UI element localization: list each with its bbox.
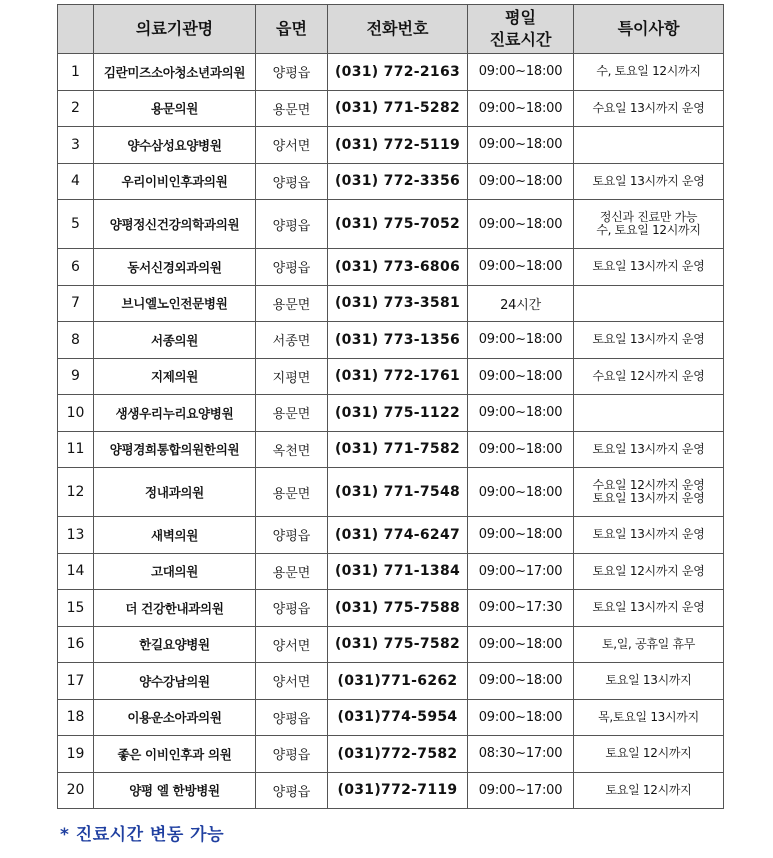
weekday-hours: 09:00~18:00 [468,249,574,286]
phone-number: (031) 773-6806 [328,249,468,286]
table-row [58,322,724,359]
town-name: 용문면 [256,553,328,590]
special-note [574,626,724,663]
special-note-line: 수요일 12시까지 운영 [592,368,705,383]
special-note [574,663,724,700]
special-note-line: 정신과 진료만 가능 [599,210,698,224]
table-row [58,285,724,322]
special-note [574,249,724,286]
table-row [58,553,724,590]
weekday-hours: 09:00~18:00 [468,395,574,432]
row-number: 14 [58,553,94,590]
special-note-line: 토요일 12시까지 운영 [592,563,705,578]
row-number: 10 [58,395,94,432]
phone-number: (031)772-7582 [328,736,468,773]
town-name: 용문면 [256,90,328,127]
header-note: 특이사항 [574,5,724,54]
header-corner [58,5,94,54]
weekday-hours: 24시간 [468,285,574,322]
town-name: 용문면 [256,395,328,432]
clinic-name: 한길요양병원 [94,626,256,663]
weekday-hours: 09:00~18:00 [468,163,574,200]
header-hours [468,5,574,54]
special-note [574,163,724,200]
header-name: 의료기관명 [94,5,256,54]
clinic-name: 양평 엘 한방병원 [94,772,256,809]
header-hours-line1: 평일 [505,8,536,27]
special-note [574,431,724,468]
weekday-hours: 09:00~18:00 [468,431,574,468]
row-number: 4 [58,163,94,200]
weekday-hours: 09:00~18:00 [468,663,574,700]
weekday-hours: 09:00~18:00 [468,626,574,663]
special-note [574,358,724,395]
table-row [58,663,724,700]
special-note-line: 토요일 13시까지 운영 [592,441,705,456]
town-name: 양서면 [256,127,328,164]
town-name: 양평읍 [256,590,328,627]
special-note-line: 토요일 13시까지 운영 [592,332,705,347]
phone-number: (031) 772-2163 [328,54,468,91]
town-name: 서종면 [256,322,328,359]
town-name: 옥천면 [256,431,328,468]
clinic-name: 지제의원 [94,358,256,395]
special-note-line: 토요일 13시까지 운영 [592,173,705,188]
table-row [58,358,724,395]
phone-number: (031) 771-7582 [328,431,468,468]
special-note-line: 토요일 13시까지 [605,673,692,688]
special-note [574,322,724,359]
phone-number: (031)774-5954 [328,699,468,736]
phone-number: (031) 775-7588 [328,590,468,627]
clinic-name: 양수강남의원 [94,663,256,700]
header-town: 읍면 [256,5,328,54]
table-row [58,468,724,517]
table-row [58,163,724,200]
weekday-hours: 09:00~17:00 [468,553,574,590]
special-note [574,54,724,91]
weekday-hours: 09:00~18:00 [468,90,574,127]
row-number: 8 [58,322,94,359]
phone-number: (031) 774-6247 [328,517,468,554]
row-number: 3 [58,127,94,164]
town-name: 양평읍 [256,163,328,200]
town-name: 양서면 [256,663,328,700]
special-note-line: 수요일 13시까지 운영 [592,100,705,115]
table-row [58,517,724,554]
special-note [574,90,724,127]
town-name: 양서면 [256,626,328,663]
town-name: 용문면 [256,468,328,517]
clinic-name: 동서신경외과의원 [94,249,256,286]
clinic-name: 생생우리누리요양병원 [94,395,256,432]
row-number: 11 [58,431,94,468]
weekday-hours: 09:00~18:00 [468,358,574,395]
special-note [574,395,724,432]
row-number: 17 [58,663,94,700]
special-note-line: 토요일 13시까지 운영 [592,491,705,505]
table-row [58,736,724,773]
clinic-name: 더 건강한내과의원 [94,590,256,627]
footnote: * 진료시간 변동 가능 [60,825,225,845]
phone-number: (031) 772-5119 [328,127,468,164]
town-name: 용문면 [256,285,328,322]
clinic-name: 용문의원 [94,90,256,127]
row-number: 12 [58,468,94,517]
town-name: 지평면 [256,358,328,395]
clinic-name: 새벽의원 [94,517,256,554]
weekday-hours: 09:00~18:00 [468,54,574,91]
table-row [58,127,724,164]
special-note-line: 수, 토요일 12시까지 [596,223,701,237]
town-name: 양평읍 [256,517,328,554]
row-number: 19 [58,736,94,773]
row-number: 13 [58,517,94,554]
town-name: 양평읍 [256,54,328,91]
table-row [58,249,724,286]
row-number: 1 [58,54,94,91]
special-note-line: 토요일 13시까지 운영 [592,527,705,542]
row-number: 9 [58,358,94,395]
row-number: 15 [58,590,94,627]
town-name: 양평읍 [256,249,328,286]
weekday-hours: 08:30~17:00 [468,736,574,773]
phone-number: (031) 771-1384 [328,553,468,590]
clinic-table [57,4,724,809]
phone-number: (031) 771-7548 [328,468,468,517]
clinic-name: 우리이비인후과의원 [94,163,256,200]
table-row [58,395,724,432]
clinic-name: 브니엘노인전문병원 [94,285,256,322]
phone-number: (031) 771-5282 [328,90,468,127]
table-row [58,200,724,249]
clinic-name: 양평경희통합의원한의원 [94,431,256,468]
phone-number: (031) 772-1761 [328,358,468,395]
weekday-hours: 09:00~18:00 [468,468,574,517]
special-note [574,699,724,736]
table-row [58,590,724,627]
clinic-name: 고대의원 [94,553,256,590]
special-note [574,590,724,627]
special-note [574,285,724,322]
phone-number: (031) 775-7052 [328,200,468,249]
row-number: 7 [58,285,94,322]
weekday-hours: 09:00~18:00 [468,127,574,164]
clinic-name: 이용운소아과의원 [94,699,256,736]
header-hours-line2: 진료시간 [489,30,552,49]
special-note [574,127,724,164]
phone-number: (031) 775-7582 [328,626,468,663]
weekday-hours: 09:00~18:00 [468,699,574,736]
special-note-line: 토요일 12시까지 [605,746,692,761]
special-note-line: 수요일 12시까지 운영 [592,478,705,492]
table-row [58,54,724,91]
table-row [58,699,724,736]
row-number: 6 [58,249,94,286]
special-note [574,553,724,590]
row-number: 2 [58,90,94,127]
clinic-name: 서종의원 [94,322,256,359]
phone-number: (031)772-7119 [328,772,468,809]
table-row [58,772,724,809]
header-phone: 전화번호 [328,5,468,54]
clinic-name: 정내과의원 [94,468,256,517]
row-number: 16 [58,626,94,663]
special-note-line: 토,일, 공휴일 휴무 [601,636,696,651]
special-note [574,736,724,773]
weekday-hours: 09:00~17:30 [468,590,574,627]
weekday-hours: 09:00~17:00 [468,772,574,809]
phone-number: (031) 772-3356 [328,163,468,200]
special-note-line: 목,토요일 13시까지 [598,709,699,724]
phone-number: (031)771-6262 [328,663,468,700]
clinic-name: 양평정신건강의학과의원 [94,200,256,249]
special-note-line: 토요일 12시까지 [605,782,692,797]
clinic-name: 양수삼성요양병원 [94,127,256,164]
weekday-hours: 09:00~18:00 [468,322,574,359]
town-name: 양평읍 [256,200,328,249]
special-note [574,517,724,554]
table-row [58,90,724,127]
special-note-line: 수, 토요일 12시까지 [596,64,701,79]
row-number: 18 [58,699,94,736]
clinic-name: 좋은 이비인후과 의원 [94,736,256,773]
phone-number: (031) 775-1122 [328,395,468,432]
town-name: 양평읍 [256,699,328,736]
special-note [574,200,724,249]
weekday-hours: 09:00~18:00 [468,200,574,249]
clinic-name: 김란미즈소아청소년과의원 [94,54,256,91]
row-number: 5 [58,200,94,249]
special-note-line: 토요일 13시까지 운영 [592,259,705,274]
town-name: 양평읍 [256,772,328,809]
special-note [574,468,724,517]
special-note-line: 토요일 13시까지 운영 [592,600,705,615]
weekday-hours: 09:00~18:00 [468,517,574,554]
phone-number: (031) 773-3581 [328,285,468,322]
phone-number: (031) 773-1356 [328,322,468,359]
special-note [574,772,724,809]
town-name: 양평읍 [256,736,328,773]
row-number: 20 [58,772,94,809]
table-row [58,431,724,468]
table-row [58,626,724,663]
header-row [58,5,724,54]
